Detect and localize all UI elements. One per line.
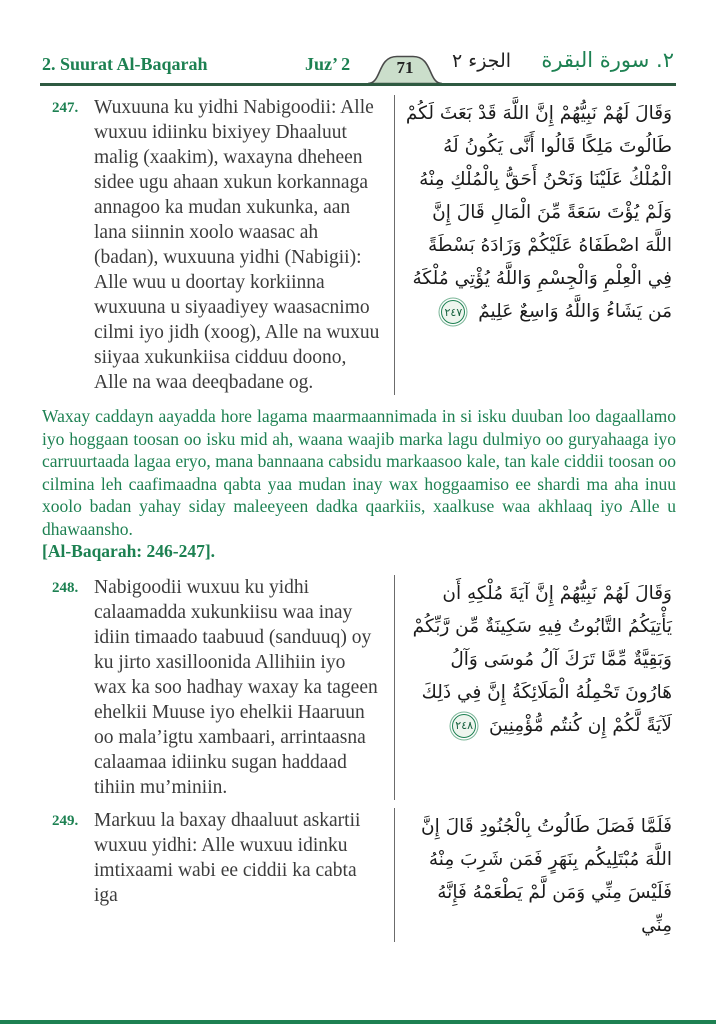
verse-translation-text: Nabigoodii wuxuu ku yidhi calaamadda xukunkiisu waa inay idiin timaado taabuud (sanduuq) oy ku jirto xasilloonida Allihiin iyo wax ka soo hadhay waxay ka tageen ehelkii Muuse iyo ehelkii Haaruun oo mala’igtu xambaari, arrintaasna calaamaa idiinku sugan haddaad tihiin mu’miniin.	[94, 576, 378, 798]
page-content	[42, 95, 676, 942]
verse-end-marker: ٢٤٨	[452, 714, 476, 738]
verse-end-marker: ٢٤٧	[441, 300, 465, 324]
commentary-text: Waxay caddayn aayadda hore lagama maarmaannimada in si isku duuban loo dagaallamo iyo hoggaan toosan oo isku mid ah, waana waajib marka lagu dulmiyo oo guryahaaga iyo carruurtaada lagaa eryo, mana bannaana cabsidu markaasoo kale, tan kale ciddii toosan oo cilmina leh caafimaadna qabta yaa mudan inay wax hoggaamiso ee shardi ma aha inuu xoolo badan yahay siday maleeyeen dadka qaarkiis, xaalkuse waa akhlaaq iyo Alle u dhawaansho.	[42, 406, 676, 539]
juz-label-latin: Juz’ 2	[305, 54, 351, 74]
juz-label-arabic: الجزء ٢	[452, 50, 512, 72]
verse-row-249	[42, 808, 676, 942]
surah-title-arabic: ٢. سورة البقرة	[541, 48, 674, 72]
somali-column	[42, 808, 394, 942]
page-number-badge	[367, 55, 443, 84]
page-number: 71	[396, 58, 414, 77]
arabic-column	[394, 808, 676, 942]
verse-arabic-text: وَقَالَ لَهُمْ نَبِيُّهُمْ إِنَّ اللَّهَ قَدْ بَعَثَ لَكُمْ طَالُوتَ مَلِكًا قَالُوا أَنَّى يَكُونُ لَهُ الْمُلْكُ عَلَيْنَا وَنَحْنُ أَحَقُّ بِالْمُلْكِ مِنْهُ وَلَمْ يُؤْتَ سَعَةً مِّنَ الْمَالِ قَالَ إِنَّ اللَّهَ اصْطَفَاهُ عَلَيْكُمْ وَزَادَهُ بَسْطَةً فِي الْعِلْمِ وَالْجِسْمِ وَاللَّهُ يُؤْتِي مُلْكَهُ مَن يَشَاءُ وَاللَّهُ وَاسِعٌ عَلِيمٌ	[405, 103, 672, 322]
verse-translation-text: Markuu la baxay dhaaluut askartii wuxuu yidhi: Alle wuxuu idinku imtixaami wabi ee ciddii ka cabta iga	[94, 809, 361, 906]
verse-number: 249.	[52, 812, 79, 829]
header-rule	[40, 83, 676, 86]
verse-number: 247.	[52, 100, 79, 116]
verse-number: 248.	[52, 579, 79, 596]
verse-arabic-text: وَقَالَ لَهُمْ نَبِيُّهُمْ إِنَّ آيَةَ مُلْكِهِ أَن يَأْتِيَكُمُ التَّابُوتُ فِيهِ سَكِينَةٌ مِّن رَّبِّكُمْ وَبَقِيَّةٌ مِّمَّا تَرَكَ آلُ مُوسَى وَآلُ هَارُونَ تَحْمِلُهُ الْمَلَائِكَةُ إِنَّ فِي ذَلِكَ لَآيَةً لَّكُمْ إِن كُنتُم مُّؤْمِنِينَ	[412, 582, 672, 736]
spacer	[42, 800, 676, 808]
commentary-paragraph	[42, 405, 676, 563]
arabic-column	[394, 95, 676, 395]
somali-column	[42, 95, 394, 395]
arabic-column	[394, 575, 676, 800]
verse-arabic-text: فَلَمَّا فَصَلَ طَالُوتُ بِالْجُنُودِ قَالَ إِنَّ اللَّهَ مُبْتَلِيكُم بِنَهَرٍ فَمَن شَرِبَ مِنْهُ فَلَيْسَ مِنِّي وَمَن لَّمْ يَطْعَمْهُ فَإِنَّهُ مِنِّي	[421, 815, 672, 936]
verse-row-247	[42, 95, 676, 395]
verse-translation-text: Wuxuuna ku yidhi Nabigoodii: Alle wuxuu idiinku bixiyey Dhaaluut malig (xaakim), waxayna dheheen sidee ugu ahaan xukun korkannaga annagoo ka mudan xukunka, aan lana siinnin xoolo waasac ah (badan), wuxuuna yidhi (Nabigii): Alle wuu u doortay korkiinna wuxuuna u siyaadiyey waasacnimo cilmi iyo jidh (xoog), Alle na wuxuu siiyaa xukunkiisa cidduu doono, Alle na waa deeqbadane og.	[94, 97, 380, 393]
commentary-reference: [Al-Baqarah: 246-247].	[42, 541, 216, 561]
footer-rule	[0, 1020, 716, 1024]
somali-column	[42, 575, 394, 800]
verse-row-248	[42, 575, 676, 800]
surah-title-latin: 2. Suurat Al-Baqarah	[42, 54, 208, 74]
